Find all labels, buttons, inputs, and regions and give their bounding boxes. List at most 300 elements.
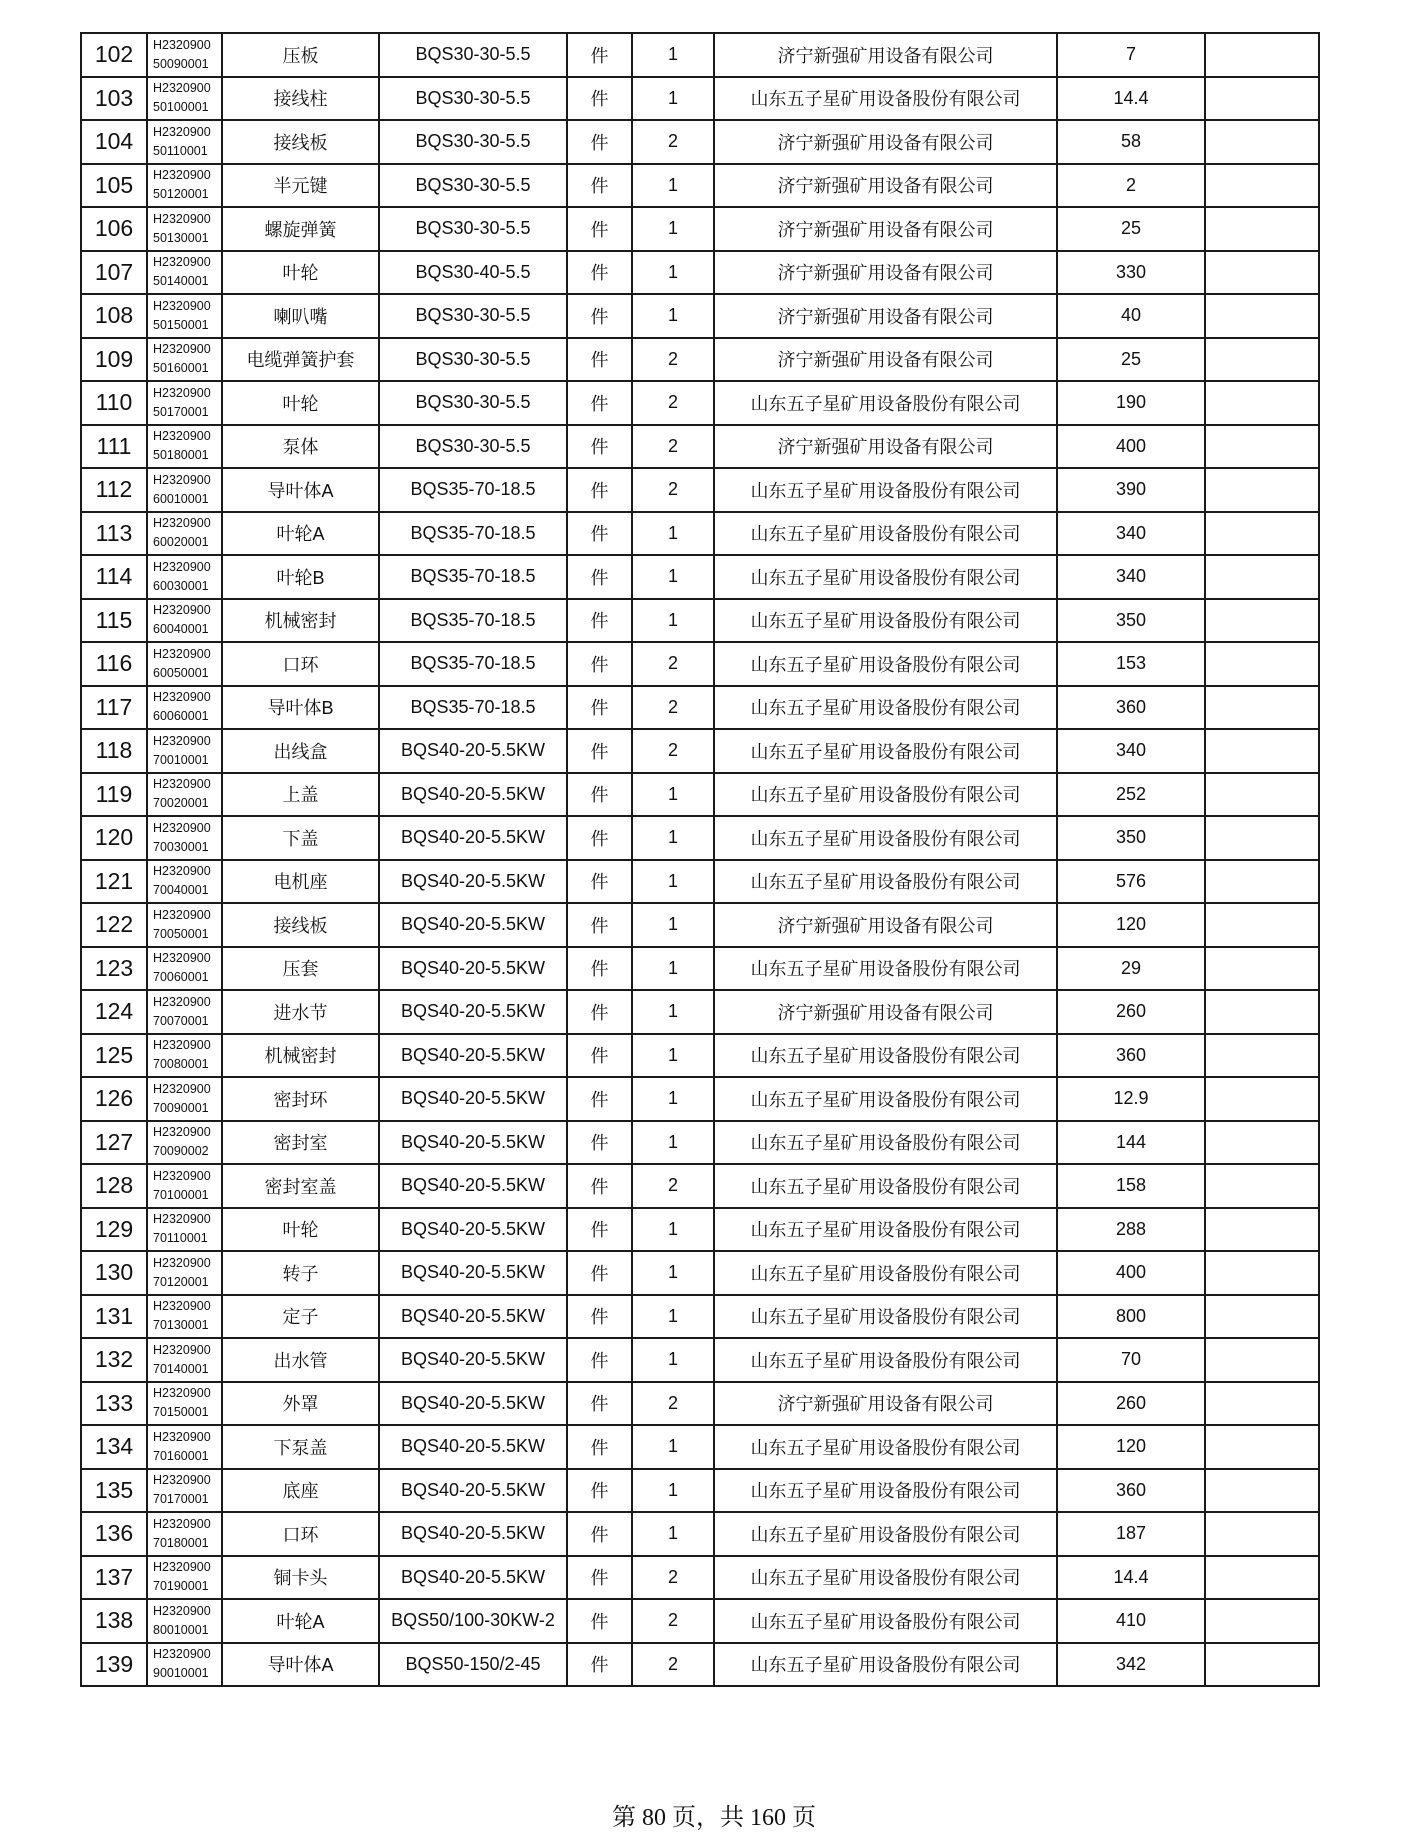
part-name: 口环: [222, 1512, 379, 1556]
model-spec: BQS35-70-18.5: [379, 468, 567, 512]
material-code-line2: 70170001: [153, 1492, 209, 1507]
material-code-line1: H2320900: [153, 646, 211, 661]
row-number: 116: [81, 642, 147, 686]
material-code-line2: 50160001: [153, 361, 209, 376]
unit: 件: [567, 642, 632, 686]
unit: 件: [567, 512, 632, 556]
material-code-line1: H2320900: [153, 1516, 211, 1531]
supplier-name: 山东五子星矿用设备股份有限公司: [714, 555, 1057, 599]
material-code-line1: H2320900: [153, 864, 211, 879]
unit: 件: [567, 1382, 632, 1426]
quantity: 2: [632, 1382, 714, 1426]
unit: 件: [567, 860, 632, 904]
supplier-name: 济宁新强矿用设备有限公司: [714, 903, 1057, 947]
supplier-name: 山东五子星矿用设备股份有限公司: [714, 1077, 1057, 1121]
material-code-line2: 60010001: [153, 491, 209, 506]
material-code: [147, 860, 222, 904]
material-code-line1: H2320900: [153, 385, 211, 400]
row-number: 137: [81, 1556, 147, 1600]
quantity: 1: [632, 1425, 714, 1469]
remark: [1205, 1643, 1319, 1687]
remark: [1205, 33, 1319, 77]
part-name: 机械密封: [222, 1034, 379, 1078]
material-code: [147, 425, 222, 469]
model-spec: BQS30-30-5.5: [379, 77, 567, 121]
material-code-line2: 70120001: [153, 1274, 209, 1289]
material-code-line1: H2320900: [153, 472, 211, 487]
supplier-name: 济宁新强矿用设备有限公司: [714, 425, 1057, 469]
material-code-line2: 50110001: [153, 143, 208, 158]
supplier-name: 山东五子星矿用设备股份有限公司: [714, 77, 1057, 121]
material-code: [147, 1469, 222, 1513]
material-code: [147, 338, 222, 382]
table-row: [81, 816, 1319, 860]
unit-price: 360: [1057, 1034, 1205, 1078]
row-number: 125: [81, 1034, 147, 1078]
unit-price: 187: [1057, 1512, 1205, 1556]
table-row: [81, 555, 1319, 599]
remark: [1205, 903, 1319, 947]
supplier-name: 山东五子星矿用设备股份有限公司: [714, 1425, 1057, 1469]
model-spec: BQS40-20-5.5KW: [379, 990, 567, 1034]
unit-price: 410: [1057, 1599, 1205, 1643]
material-code-line2: 50130001: [153, 230, 209, 245]
material-code: [147, 294, 222, 338]
material-code: [147, 816, 222, 860]
model-spec: BQS35-70-18.5: [379, 512, 567, 556]
table-row: [81, 642, 1319, 686]
material-code-line2: 90010001: [153, 1666, 209, 1681]
supplier-name: 济宁新强矿用设备有限公司: [714, 338, 1057, 382]
model-spec: BQS30-30-5.5: [379, 294, 567, 338]
page-footer: 第 80 页，共 160 页: [612, 1805, 816, 1831]
quantity: 1: [632, 599, 714, 643]
unit-price: 70: [1057, 1338, 1205, 1382]
material-code-line2: 50140001: [153, 274, 209, 289]
material-code-line2: 70100001: [153, 1187, 209, 1202]
material-code: [147, 1556, 222, 1600]
part-name: 叶轮A: [222, 1599, 379, 1643]
supplier-name: 山东五子星矿用设备股份有限公司: [714, 947, 1057, 991]
model-spec: BQS30-30-5.5: [379, 120, 567, 164]
material-code: [147, 77, 222, 121]
unit: 件: [567, 1251, 632, 1295]
material-code: [147, 1643, 222, 1687]
material-code: [147, 120, 222, 164]
remark: [1205, 468, 1319, 512]
row-number: 111: [81, 425, 147, 469]
material-code-line2: 50180001: [153, 448, 209, 463]
table-row: [81, 1164, 1319, 1208]
unit-price: 400: [1057, 425, 1205, 469]
material-code-line2: 60020001: [153, 535, 209, 550]
model-spec: BQS40-20-5.5KW: [379, 1121, 567, 1165]
part-name: 泵体: [222, 425, 379, 469]
part-name: 密封室盖: [222, 1164, 379, 1208]
material-code: [147, 1382, 222, 1426]
remark: [1205, 1338, 1319, 1382]
model-spec: BQS40-20-5.5KW: [379, 1512, 567, 1556]
quantity: 1: [632, 1034, 714, 1078]
part-name: 机械密封: [222, 599, 379, 643]
row-number: 113: [81, 512, 147, 556]
table-row: [81, 1251, 1319, 1295]
table-row: [81, 599, 1319, 643]
part-name: 口环: [222, 642, 379, 686]
remark: [1205, 1164, 1319, 1208]
material-code: [147, 251, 222, 295]
table-row: [81, 1034, 1319, 1078]
model-spec: BQS40-20-5.5KW: [379, 860, 567, 904]
quantity: 2: [632, 381, 714, 425]
part-name: 密封室: [222, 1121, 379, 1165]
material-code-line1: H2320900: [153, 168, 211, 183]
remark: [1205, 729, 1319, 773]
part-name: 导叶体A: [222, 468, 379, 512]
unit: 件: [567, 729, 632, 773]
quantity: 1: [632, 903, 714, 947]
supplier-name: 济宁新强矿用设备有限公司: [714, 164, 1057, 208]
unit-price: 12.9: [1057, 1077, 1205, 1121]
model-spec: BQS50/100-30KW-2: [379, 1599, 567, 1643]
material-code-line2: 70090002: [153, 1144, 209, 1159]
model-spec: BQS40-20-5.5KW: [379, 1382, 567, 1426]
quantity: 1: [632, 1469, 714, 1513]
remark: [1205, 555, 1319, 599]
unit-price: 340: [1057, 729, 1205, 773]
quantity: 1: [632, 1208, 714, 1252]
unit-price: 360: [1057, 1469, 1205, 1513]
remark: [1205, 207, 1319, 251]
model-spec: BQS40-20-5.5KW: [379, 1338, 567, 1382]
material-code-line2: 80010001: [153, 1622, 209, 1637]
row-number: 126: [81, 1077, 147, 1121]
remark: [1205, 599, 1319, 643]
material-code-line2: 60060001: [153, 709, 209, 724]
quantity: 2: [632, 1643, 714, 1687]
material-code-line1: H2320900: [153, 777, 211, 792]
material-code-line1: H2320900: [153, 255, 211, 270]
remark: [1205, 1121, 1319, 1165]
unit: 件: [567, 120, 632, 164]
remark: [1205, 164, 1319, 208]
table-row: [81, 773, 1319, 817]
remark: [1205, 1599, 1319, 1643]
quantity: 2: [632, 729, 714, 773]
unit-price: 25: [1057, 338, 1205, 382]
unit: 件: [567, 686, 632, 730]
unit-price: 58: [1057, 120, 1205, 164]
remark: [1205, 860, 1319, 904]
supplier-name: 山东五子星矿用设备股份有限公司: [714, 1556, 1057, 1600]
supplier-name: 山东五子星矿用设备股份有限公司: [714, 1338, 1057, 1382]
material-code: [147, 1425, 222, 1469]
material-code-line1: H2320900: [153, 1342, 211, 1357]
unit: 件: [567, 1469, 632, 1513]
model-spec: BQS40-20-5.5KW: [379, 1556, 567, 1600]
material-code-line1: H2320900: [153, 211, 211, 226]
model-spec: BQS30-30-5.5: [379, 381, 567, 425]
quantity: 1: [632, 1338, 714, 1382]
unit-price: 153: [1057, 642, 1205, 686]
row-number: 133: [81, 1382, 147, 1426]
material-code-line1: H2320900: [153, 1255, 211, 1270]
remark: [1205, 381, 1319, 425]
row-number: 121: [81, 860, 147, 904]
supplier-name: 济宁新强矿用设备有限公司: [714, 294, 1057, 338]
part-name: 喇叭嘴: [222, 294, 379, 338]
material-code-line1: H2320900: [153, 516, 211, 531]
material-code: [147, 1338, 222, 1382]
quantity: 1: [632, 1295, 714, 1339]
unit: 件: [567, 1425, 632, 1469]
supplier-name: 山东五子星矿用设备股份有限公司: [714, 773, 1057, 817]
unit-price: 29: [1057, 947, 1205, 991]
unit-price: 800: [1057, 1295, 1205, 1339]
material-code: [147, 512, 222, 556]
remark: [1205, 990, 1319, 1034]
remark: [1205, 773, 1319, 817]
table-row: [81, 294, 1319, 338]
supplier-name: 山东五子星矿用设备股份有限公司: [714, 1208, 1057, 1252]
material-code: [147, 1208, 222, 1252]
unit-price: 330: [1057, 251, 1205, 295]
material-code: [147, 773, 222, 817]
quantity: 2: [632, 120, 714, 164]
supplier-name: 山东五子星矿用设备股份有限公司: [714, 860, 1057, 904]
table-row: [81, 77, 1319, 121]
part-name: 叶轮B: [222, 555, 379, 599]
table-row: [81, 251, 1319, 295]
material-code-line1: H2320900: [153, 1473, 211, 1488]
quantity: 1: [632, 947, 714, 991]
row-number: 129: [81, 1208, 147, 1252]
part-name: 叶轮A: [222, 512, 379, 556]
table-row: [81, 33, 1319, 77]
quantity: 1: [632, 1121, 714, 1165]
material-code: [147, 207, 222, 251]
quantity: 1: [632, 990, 714, 1034]
row-number: 117: [81, 686, 147, 730]
remark: [1205, 120, 1319, 164]
part-name: 外罩: [222, 1382, 379, 1426]
part-name: 转子: [222, 1251, 379, 1295]
row-number: 128: [81, 1164, 147, 1208]
material-code-line1: H2320900: [153, 951, 211, 966]
material-code-line1: H2320900: [153, 342, 211, 357]
remark: [1205, 1295, 1319, 1339]
remark: [1205, 1382, 1319, 1426]
part-name: 螺旋弹簧: [222, 207, 379, 251]
unit: 件: [567, 1338, 632, 1382]
unit-price: 7: [1057, 33, 1205, 77]
unit-price: 40: [1057, 294, 1205, 338]
table-row: [81, 381, 1319, 425]
supplier-name: 山东五子星矿用设备股份有限公司: [714, 1121, 1057, 1165]
part-name: 密封环: [222, 1077, 379, 1121]
part-name: 接线柱: [222, 77, 379, 121]
material-code-line1: H2320900: [153, 1386, 211, 1401]
model-spec: BQS30-30-5.5: [379, 338, 567, 382]
part-name: 下泵盖: [222, 1425, 379, 1469]
unit: 件: [567, 1556, 632, 1600]
unit-price: 260: [1057, 1382, 1205, 1426]
row-number: 105: [81, 164, 147, 208]
supplier-name: 山东五子星矿用设备股份有限公司: [714, 1599, 1057, 1643]
material-code: [147, 947, 222, 991]
material-code-line1: H2320900: [153, 1168, 211, 1183]
quantity: 1: [632, 1512, 714, 1556]
row-number: 134: [81, 1425, 147, 1469]
model-spec: BQS40-20-5.5KW: [379, 1077, 567, 1121]
supplier-name: 山东五子星矿用设备股份有限公司: [714, 512, 1057, 556]
material-code-line1: H2320900: [153, 690, 211, 705]
supplier-name: 济宁新强矿用设备有限公司: [714, 251, 1057, 295]
unit: 件: [567, 773, 632, 817]
quantity: 1: [632, 773, 714, 817]
unit-price: 340: [1057, 555, 1205, 599]
material-code: [147, 990, 222, 1034]
supplier-name: 山东五子星矿用设备股份有限公司: [714, 686, 1057, 730]
quantity: 1: [632, 294, 714, 338]
material-code-line2: 50170001: [153, 404, 209, 419]
table-row: [81, 729, 1319, 773]
material-code: [147, 1251, 222, 1295]
supplier-name: 山东五子星矿用设备股份有限公司: [714, 381, 1057, 425]
quantity: 1: [632, 816, 714, 860]
table-row: [81, 1338, 1319, 1382]
supplier-name: 山东五子星矿用设备股份有限公司: [714, 642, 1057, 686]
remark: [1205, 338, 1319, 382]
model-spec: BQS30-30-5.5: [379, 425, 567, 469]
unit-price: 14.4: [1057, 1556, 1205, 1600]
row-number: 104: [81, 120, 147, 164]
remark: [1205, 1512, 1319, 1556]
unit-price: 2: [1057, 164, 1205, 208]
quantity: 2: [632, 686, 714, 730]
unit: 件: [567, 1164, 632, 1208]
supplier-name: 济宁新强矿用设备有限公司: [714, 990, 1057, 1034]
table-row: [81, 1643, 1319, 1687]
unit: 件: [567, 338, 632, 382]
part-name: 电机座: [222, 860, 379, 904]
quantity: 1: [632, 512, 714, 556]
unit-price: 360: [1057, 686, 1205, 730]
material-code-line2: 70080001: [153, 1057, 209, 1072]
part-name: 压套: [222, 947, 379, 991]
quantity: 1: [632, 33, 714, 77]
table-row: [81, 947, 1319, 991]
part-name: 叶轮: [222, 381, 379, 425]
material-code-line1: H2320900: [153, 1081, 211, 1096]
unit-price: 14.4: [1057, 77, 1205, 121]
table-row: [81, 903, 1319, 947]
remark: [1205, 1469, 1319, 1513]
material-code: [147, 1295, 222, 1339]
material-code-line1: H2320900: [153, 1603, 211, 1618]
material-code-line1: H2320900: [153, 559, 211, 574]
quantity: 1: [632, 164, 714, 208]
material-code-line2: 50090001: [153, 56, 209, 71]
unit: 件: [567, 1121, 632, 1165]
supplier-name: 山东五子星矿用设备股份有限公司: [714, 1295, 1057, 1339]
unit-price: 25: [1057, 207, 1205, 251]
model-spec: BQS40-20-5.5KW: [379, 729, 567, 773]
part-name: 叶轮: [222, 1208, 379, 1252]
row-number: 112: [81, 468, 147, 512]
quantity: 2: [632, 1556, 714, 1600]
material-code-line2: 70050001: [153, 926, 209, 941]
quantity: 2: [632, 338, 714, 382]
model-spec: BQS40-20-5.5KW: [379, 816, 567, 860]
table-row: [81, 512, 1319, 556]
table-row: [81, 207, 1319, 251]
material-code-line1: H2320900: [153, 1299, 211, 1314]
table-row: [81, 1382, 1319, 1426]
remark: [1205, 1034, 1319, 1078]
row-number: 103: [81, 77, 147, 121]
material-code-line2: 60050001: [153, 665, 209, 680]
unit: 件: [567, 1643, 632, 1687]
material-code: [147, 599, 222, 643]
material-code-line2: 70150001: [153, 1405, 209, 1420]
remark: [1205, 425, 1319, 469]
material-code-line2: 70110001: [153, 1231, 208, 1246]
row-number: 127: [81, 1121, 147, 1165]
table-row: [81, 120, 1319, 164]
table-row: [81, 425, 1319, 469]
material-code-line1: H2320900: [153, 429, 211, 444]
row-number: 102: [81, 33, 147, 77]
row-number: 114: [81, 555, 147, 599]
quantity: 2: [632, 425, 714, 469]
material-code: [147, 1512, 222, 1556]
unit: 件: [567, 1208, 632, 1252]
unit-price: 120: [1057, 903, 1205, 947]
model-spec: BQS40-20-5.5KW: [379, 1208, 567, 1252]
unit: 件: [567, 164, 632, 208]
unit: 件: [567, 555, 632, 599]
part-name: 定子: [222, 1295, 379, 1339]
material-code-line2: 70040001: [153, 883, 209, 898]
material-code-line2: 50150001: [153, 317, 209, 332]
row-number: 131: [81, 1295, 147, 1339]
material-code-line2: 70130001: [153, 1318, 209, 1333]
table-row: [81, 1208, 1319, 1252]
supplier-name: 山东五子星矿用设备股份有限公司: [714, 1034, 1057, 1078]
material-code-line2: 70190001: [153, 1579, 209, 1594]
model-spec: BQS30-30-5.5: [379, 33, 567, 77]
table-body: [81, 33, 1319, 1686]
unit: 件: [567, 990, 632, 1034]
material-code-line2: 60040001: [153, 622, 209, 637]
part-name: 下盖: [222, 816, 379, 860]
table-row: [81, 1556, 1319, 1600]
quantity: 1: [632, 207, 714, 251]
unit: 件: [567, 33, 632, 77]
material-code-line2: 70180001: [153, 1535, 209, 1550]
material-code-line1: H2320900: [153, 603, 211, 618]
part-name: 接线板: [222, 120, 379, 164]
unit: 件: [567, 1512, 632, 1556]
material-code-line2: 70010001: [153, 752, 209, 767]
supplier-name: 山东五子星矿用设备股份有限公司: [714, 1512, 1057, 1556]
model-spec: BQS40-20-5.5KW: [379, 947, 567, 991]
supplier-name: 济宁新强矿用设备有限公司: [714, 33, 1057, 77]
part-name: 底座: [222, 1469, 379, 1513]
supplier-name: 山东五子星矿用设备股份有限公司: [714, 816, 1057, 860]
material-code: [147, 729, 222, 773]
